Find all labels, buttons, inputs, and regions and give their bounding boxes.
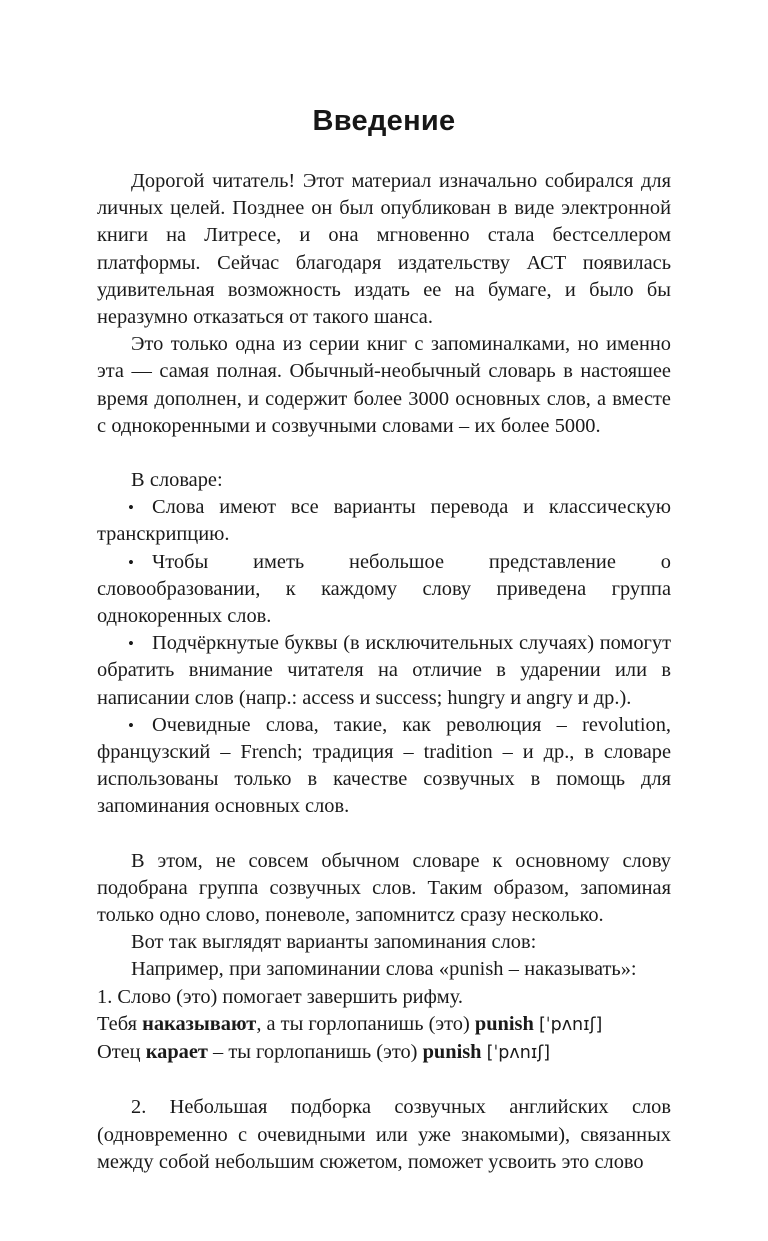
bullet-icon: • xyxy=(128,634,134,654)
example-line-1-transcription: [ˈpʌnɪʃ] xyxy=(538,1014,603,1035)
list-item-text: Чтобы иметь небольшое представление о словообразовании, к каждому слову приведена группа однокоренных слов. xyxy=(97,550,671,628)
list-item-text: Очевидные слова, такие, как революция – revolution, французский – French; традиция – tradition – и др., в словаре использованы только в качестве созвучных в помощь для запоминания основных слов. xyxy=(97,713,671,818)
dictionary-list-intro: В словаре: xyxy=(131,469,223,492)
page-content xyxy=(97,104,671,1176)
example-line-1-prefix: Тебя xyxy=(97,1012,143,1035)
spacer xyxy=(97,440,671,467)
example-line-2-bold-ru: карает xyxy=(145,1041,208,1064)
spacer xyxy=(97,821,671,848)
example-line-2-middle: – ты горлопанишь (это) xyxy=(207,1041,423,1064)
example-rhyme-line-2 xyxy=(97,1039,671,1067)
spacer xyxy=(97,1067,671,1094)
example-rule-1: 1. Слово (это) помогает завершить рифму. xyxy=(97,985,463,1008)
example-line-1-bold-ru: наказывают xyxy=(142,1012,257,1035)
bullet-icon: • xyxy=(128,498,134,518)
example-line-1-middle: , а ты горлопанишь (это) xyxy=(256,1012,475,1035)
bullet-icon: • xyxy=(128,715,134,735)
example-line-1-bold-en: punish xyxy=(474,1012,534,1035)
feature-bullet-list xyxy=(97,494,671,820)
list-item xyxy=(97,494,671,548)
list-item-text: Слова имеют все варианты перевода и классическую транскрипцию. xyxy=(97,496,671,546)
memorization-paragraph: В этом, не совсем обычном словаре к основному слову подобрана группа созвучных слов. Таким образом, запоминая только одно слово, поневоле, запомнитсz сразу несколько. xyxy=(97,849,671,927)
list-item xyxy=(97,630,671,712)
list-item xyxy=(97,712,671,821)
bullet-icon: • xyxy=(128,552,134,572)
memorization-variants-intro: Вот так выглядят варианты запоминания слов: xyxy=(131,931,537,954)
example-line-2-transcription: [ˈpʌnɪʃ] xyxy=(486,1043,551,1064)
example-line-2-prefix: Отец xyxy=(97,1041,146,1064)
list-item-text: Подчёркнутые буквы (в исключительных случаях) помогут обратить внимание читателя на отличие в ударении или в написании слов (напр.: access и success; hungry и angry и др.). xyxy=(97,632,671,709)
page-title: Введение xyxy=(312,105,456,137)
intro-paragraph-2: Это только одна из серии книг с запоминалками, но именно эта — самая полная. Обычный-необычный словарь в настояшее время дополнен, и содержит более 3000 основных слов, а вместе с однокоренными и созвучными словами – их более 5000. xyxy=(97,333,671,437)
intro-paragraph-1: Дорогой читатель! Этот материал изначально собирался для личных целей. Позднее он был опубликован в виде электронной книги на Литресе, и она мгновенно стала бестселлером платформы. Сейчас благодаря издательству АСТ появилась удивительная возможность издать ее на бумаге, и было бы неразумно отказаться от такого шанса. xyxy=(97,170,671,329)
punish-example-intro: Например, при запоминании слова «punish – наказывать»: xyxy=(131,958,637,981)
example-rule-2-paragraph: 2. Небольшая подборка созвучных английских слов (одновременно с очевидными или уже знакомыми), связанных между собой небольшим сюжетом, поможет усвоить это слово xyxy=(97,1096,671,1173)
example-rhyme-line-1 xyxy=(97,1011,671,1039)
list-item xyxy=(97,549,671,631)
example-line-2-bold-en: punish xyxy=(422,1041,482,1064)
